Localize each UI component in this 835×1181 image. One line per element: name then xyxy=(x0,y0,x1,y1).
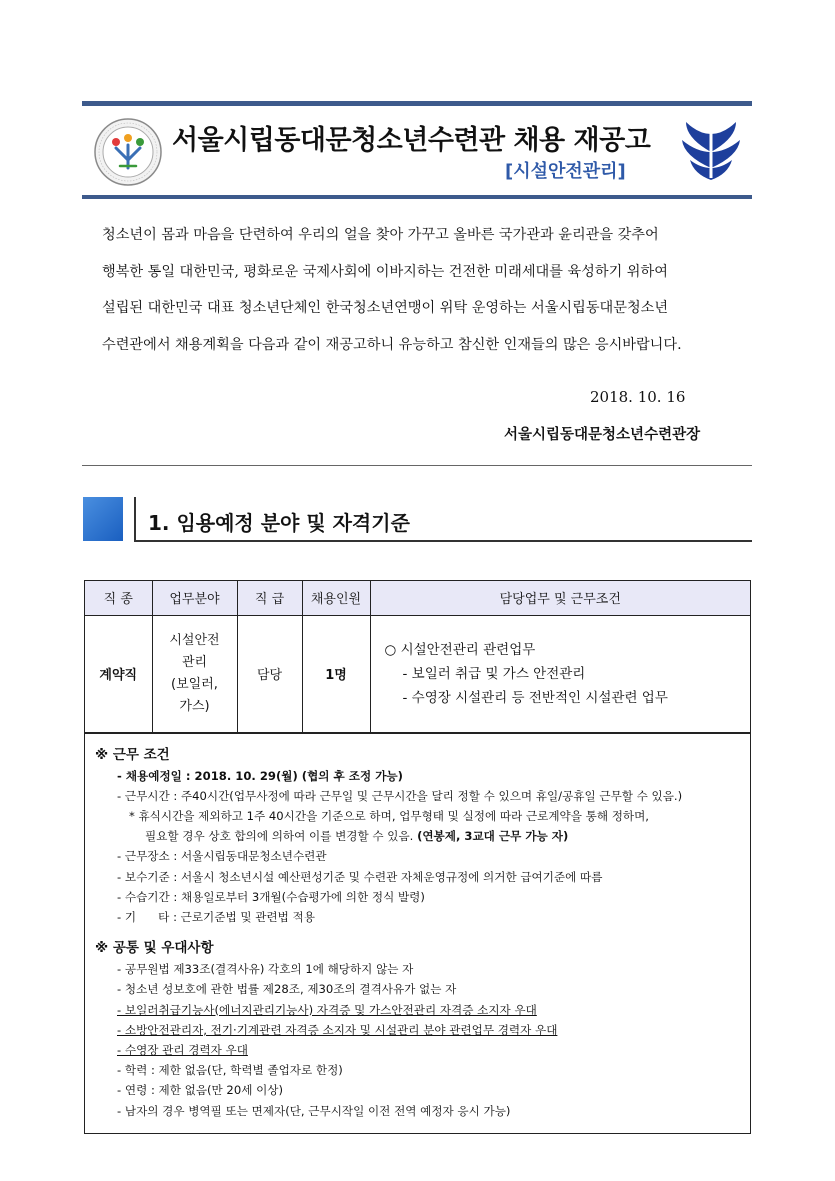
page-subtitle: [시설안전관리] xyxy=(505,161,626,182)
condition-note-text: 필요할 경우 상호 합의에 의하여 이를 변경할 수 있음. xyxy=(145,829,414,844)
conditions-title: ※ 근무 조건 xyxy=(95,746,170,763)
condition-note xyxy=(95,826,740,846)
youth-federation-logo-icon xyxy=(680,116,742,182)
section-marker xyxy=(83,497,123,541)
intro-line: 행복한 통일 대한민국, 평화로운 국제사회에 이바지하는 건전한 미래세대를 육성하기 위하여 xyxy=(102,263,668,280)
divider xyxy=(82,465,752,466)
qualification-item: - 남자의 경우 병역필 또는 면제자(단, 근무시작일 이전 전역 예정자 응시 가능) xyxy=(117,1103,511,1118)
field-line: (보일러, xyxy=(171,676,218,692)
conditions-block xyxy=(85,733,750,1133)
cell-field xyxy=(152,615,237,732)
header-top-rule xyxy=(82,101,752,106)
cell-grade: 담당 xyxy=(237,615,302,732)
qualification-item: - 학력 : 제한 없음(단, 학력별 졸업자로 한정) xyxy=(117,1063,343,1078)
cell-count: 1명 xyxy=(302,615,370,732)
condition-place: - 근무장소 : 서울시립동대문청소년수련관 xyxy=(117,849,327,864)
header-grade: 직 급 xyxy=(237,581,302,615)
youth-center-logo-icon xyxy=(94,118,162,186)
qualification-item: - 공무원법 제33조(결격사유) 각호의 1에 해당하지 않는 자 xyxy=(117,962,414,977)
table-header-row xyxy=(85,581,750,615)
qualification-item: - 소방안전관리자, 전기·기계관련 자격증 소지자 및 시설관리 분야 관련업무 경력자 우대 xyxy=(117,1022,558,1037)
cell-duty xyxy=(370,615,750,732)
qualifications-title: ※ 공통 및 우대사항 xyxy=(95,940,214,957)
intro-line: 수련관에서 채용계획을 다음과 같이 재공고하니 유능하고 참신한 인재들의 많은 응시바랍니다. xyxy=(102,336,682,353)
condition-etc: - 기 타 : 근로기준법 및 관련법 적용 xyxy=(117,909,315,924)
issuer-name: 서울시립동대문청소년수련관장 xyxy=(504,426,701,443)
page-title: 서울시립동대문청소년수련관 채용 재공고 xyxy=(172,125,651,156)
header-field: 업무분야 xyxy=(152,581,237,615)
condition-probation: - 수습기간 : 채용일로부터 3개월(수습평가에 의한 정식 발령) xyxy=(117,889,425,904)
duty-sub: - 수영장 시설관리 등 전반적인 시설관련 업무 xyxy=(402,689,668,706)
condition-note: * 휴식시간을 제외하고 1주 40시간을 기준으로 하며, 업무형태 및 실정에 따라 근로계약을 통해 정하며, xyxy=(129,808,649,823)
intro-line: 설립된 대한민국 대표 청소년단체인 한국청소년연맹이 위탁 운영하는 서울시립동대문청소년 xyxy=(102,300,669,316)
section-title: 1. 임용예정 분야 및 자격기준 xyxy=(148,511,410,535)
section-underline xyxy=(134,540,752,542)
qualification-item: - 청소년 성보호에 관한 법률 제28조, 제30조의 결격사유가 없는 자 xyxy=(117,982,457,997)
intro-paragraph xyxy=(88,217,750,363)
duty-main: ○ 시설안전관리 관련업무 xyxy=(384,641,536,658)
qualification-item: - 수영장 관리 경력자 우대 xyxy=(117,1042,248,1057)
header-bottom-rule xyxy=(82,195,752,199)
header-type: 직 종 xyxy=(85,581,152,615)
field-line: 가스) xyxy=(179,698,210,714)
job-table xyxy=(84,580,751,1134)
notice-date: 2018. 10. 16 xyxy=(590,388,686,406)
qualification-item: - 연령 : 제한 없음(만 20세 이상) xyxy=(117,1083,283,1098)
duty-sub: - 보일러 취급 및 가스 안전관리 xyxy=(402,665,586,682)
table-row xyxy=(85,615,750,732)
field-line: 관리 xyxy=(181,654,208,670)
field-line: 시설안전 xyxy=(169,632,220,648)
condition-pay: - 보수기준 : 서울시 청소년시설 예산편성기준 및 수련관 자체운영규정에 의거한 급여기준에 따름 xyxy=(117,869,603,884)
header-duty: 담당업무 및 근무조건 xyxy=(370,581,750,615)
condition-note-emphasis: (연봉제, 3교대 근무 가능 자) xyxy=(417,829,569,844)
section-divider xyxy=(134,497,136,541)
condition-start: - 채용예정일 : 2018. 10. 29(월) (협의 후 조정 가능) xyxy=(117,768,403,783)
cell-type: 계약직 xyxy=(85,615,152,732)
intro-line: 청소년이 몸과 마음을 단련하여 우리의 얼을 찾아 가꾸고 올바른 국가관과 윤리관을 갖추어 xyxy=(102,227,659,243)
qualification-item: - 보일러취급기능사(에너지관리기능사) 자격증 및 가스안전관리 자격증 소지자 우대 xyxy=(117,1002,537,1017)
condition-hours: - 근무시간 : 주40시간(업무사정에 따라 근무일 및 근무시간을 달리 정할 수 있으며 휴일/공휴일 근무할 수 있음.) xyxy=(117,788,683,803)
header-count: 채용인원 xyxy=(302,581,370,615)
